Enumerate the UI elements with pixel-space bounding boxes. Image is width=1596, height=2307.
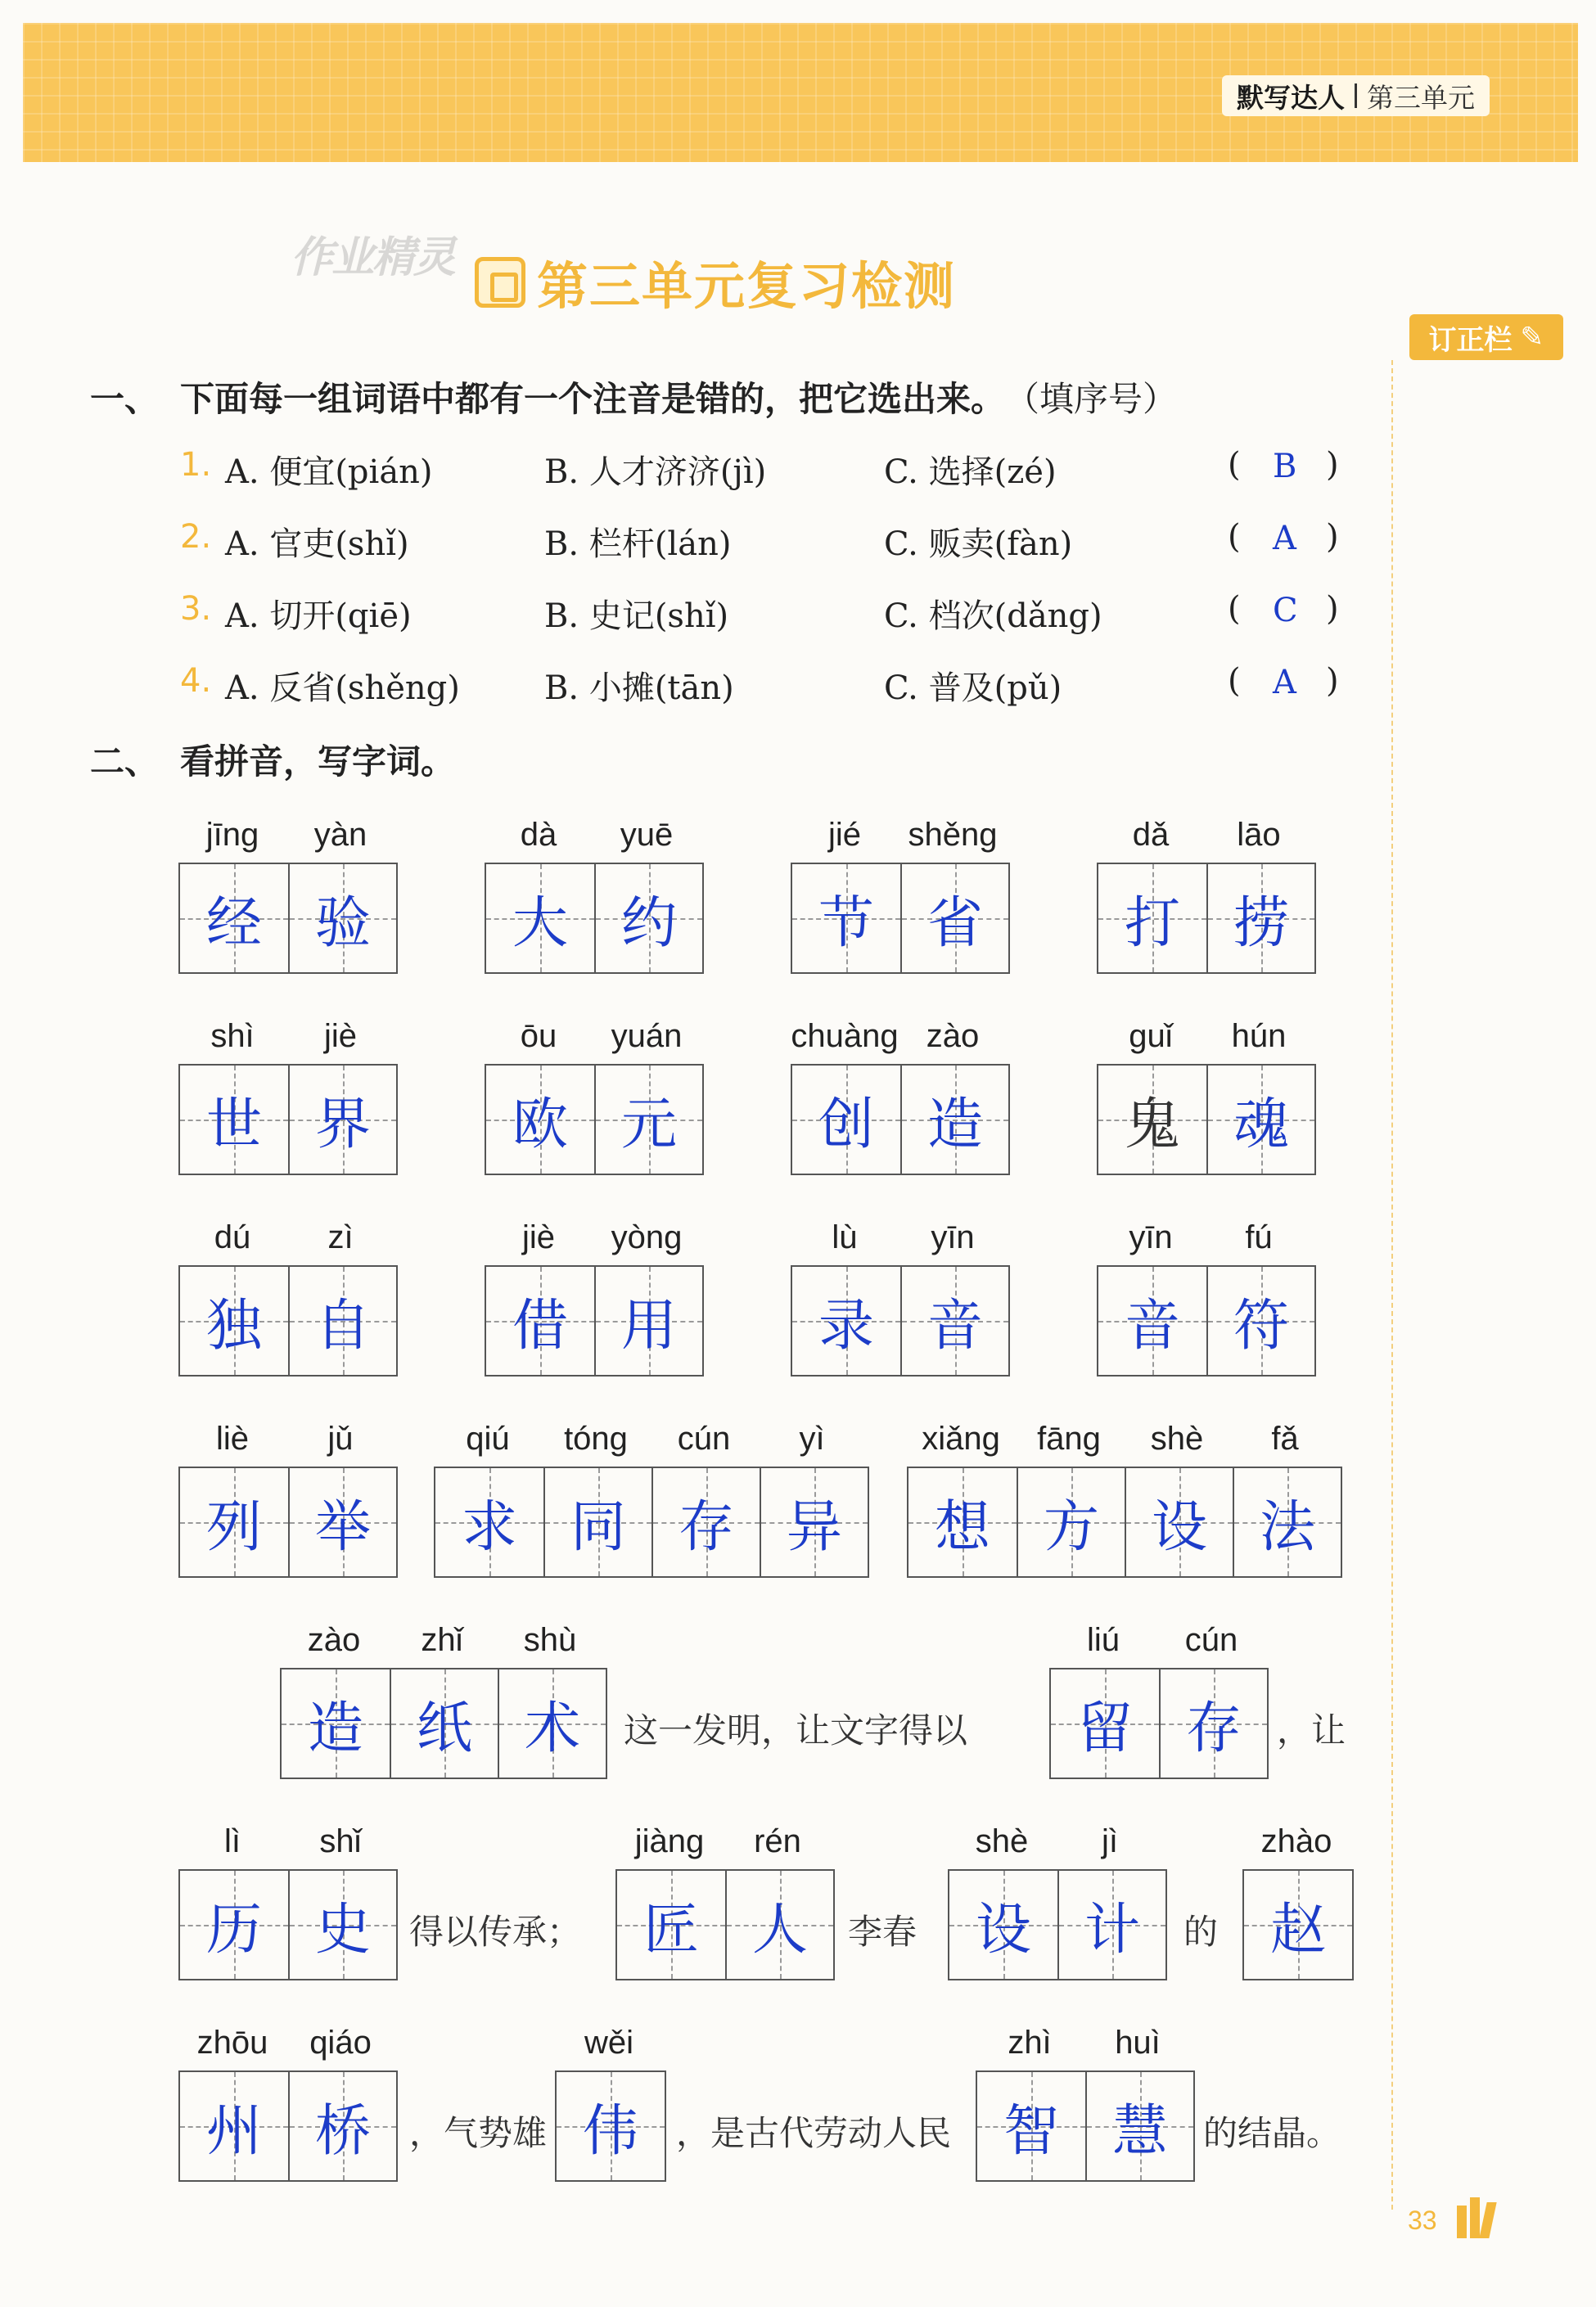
pinyin: shè <box>1150 1421 1204 1457</box>
question-number: 2. <box>180 518 212 556</box>
writing-cell[interactable] <box>908 1468 1017 1576</box>
pinyin: cún <box>1184 1622 1238 1658</box>
pinyin-row <box>178 1219 398 1265</box>
writing-cell[interactable] <box>180 1066 288 1174</box>
handwritten-character: 约 <box>620 890 677 956</box>
handwritten-character: 州 <box>205 2098 262 2164</box>
question-number: 1. <box>180 446 212 484</box>
writing-cell[interactable] <box>288 864 396 972</box>
word-grid <box>178 1219 398 1377</box>
writing-boxes <box>178 2070 398 2182</box>
writing-cell[interactable] <box>1159 1669 1267 1778</box>
book-title: 默写达人 <box>1237 81 1345 114</box>
word-grid <box>178 1823 398 1980</box>
writing-boxes <box>178 1064 398 1175</box>
pinyin: zhǐ <box>421 1622 463 1658</box>
answer: A <box>1273 664 1296 701</box>
pinyin-row <box>1097 1018 1316 1064</box>
sentence-text: 这一发明，让文字得以 <box>624 1710 968 1751</box>
correction-tab-label: 订正栏 <box>1428 323 1513 357</box>
pinyin: hún <box>1231 1018 1287 1054</box>
option-a: A. 切开(qiē) <box>225 597 412 635</box>
word-grid <box>434 1421 869 1578</box>
pinyin: huì <box>1115 2025 1161 2061</box>
writing-boxes <box>485 863 704 974</box>
pinyin: yīn <box>1129 1219 1173 1255</box>
handwritten-character: 术 <box>524 1696 580 1761</box>
writing-cell[interactable] <box>180 1468 288 1576</box>
writing-boxes <box>791 1265 1010 1377</box>
answer-paren-left: ( <box>1228 446 1241 484</box>
pinyin: tóng <box>564 1421 628 1457</box>
writing-cell[interactable] <box>1098 864 1206 972</box>
writing-boxes <box>178 1265 398 1377</box>
word-grid <box>178 1421 398 1578</box>
handwritten-character: 存 <box>1185 1696 1242 1761</box>
writing-boxes <box>1097 1265 1316 1377</box>
pinyin: ōu <box>520 1018 557 1054</box>
pinyin: dǎ <box>1132 817 1170 853</box>
word-grid <box>485 817 704 974</box>
handwritten-character: 计 <box>1084 1897 1140 1962</box>
handwritten-character: 大 <box>512 890 568 956</box>
pinyin: zì <box>327 1219 354 1255</box>
handwritten-character: 纸 <box>416 1696 472 1761</box>
word-grid <box>791 817 1010 974</box>
writing-cell[interactable] <box>594 1267 702 1375</box>
handwritten-character: 设 <box>975 1897 1031 1962</box>
pinyin-row <box>1242 1823 1354 1869</box>
writing-boxes <box>615 1869 835 1980</box>
title <box>475 246 956 318</box>
writing-boxes <box>555 2070 666 2182</box>
writing-cell[interactable] <box>1206 1066 1314 1174</box>
pinyin: zào <box>307 1622 361 1658</box>
pinyin-row <box>615 1823 835 1869</box>
option-b: B. 史记(shǐ) <box>544 597 729 635</box>
option-c: C. 普及(pǔ) <box>884 669 1062 707</box>
option-a: A. 便宜(pián) <box>225 453 433 491</box>
pinyin: shěng <box>908 817 998 853</box>
pinyin-row <box>178 817 398 863</box>
writing-cell[interactable] <box>390 1669 498 1778</box>
handwritten-character: 求 <box>461 1494 517 1560</box>
handwritten-character: 魂 <box>1233 1092 1289 1157</box>
writing-cell[interactable] <box>900 864 1008 972</box>
pinyin: cún <box>677 1421 731 1457</box>
writing-boxes <box>178 1467 398 1578</box>
writing-boxes <box>178 1869 398 1980</box>
section-1-instruction: 下面每一组词语中都有一个注音是错的，把它选出来。 <box>180 379 1006 419</box>
pinyin: qiáo <box>309 2025 372 2061</box>
handwritten-character: 历 <box>205 1897 262 1962</box>
pinyin: jì <box>1102 1823 1118 1859</box>
handwritten-character: 打 <box>1124 890 1180 956</box>
handwritten-character: 独 <box>205 1293 262 1359</box>
writing-boxes <box>1242 1869 1354 1980</box>
pinyin-row <box>485 1018 704 1064</box>
unit-label: 第三单元 <box>1367 81 1475 114</box>
answer-paren-right: ) <box>1326 662 1339 700</box>
writing-cell[interactable] <box>288 1267 396 1375</box>
writing-cell[interactable] <box>792 1066 900 1174</box>
word-grid <box>1049 1622 1269 1779</box>
writing-cell[interactable] <box>594 1066 702 1174</box>
pinyin-row <box>1097 817 1316 863</box>
handwritten-character: 世 <box>205 1092 262 1157</box>
writing-cell[interactable] <box>1098 1267 1206 1375</box>
answer: C <box>1273 592 1298 629</box>
handwritten-character: 赵 <box>1269 1897 1326 1962</box>
pinyin: jié <box>827 817 862 853</box>
answer-paren-left: ( <box>1228 662 1241 700</box>
notebook-icon <box>475 257 525 308</box>
writing-boxes <box>434 1467 869 1578</box>
pinyin: yīn <box>931 1219 975 1255</box>
pinyin-row <box>948 1823 1167 1869</box>
writing-cell[interactable] <box>792 1267 900 1375</box>
pinyin: zhào <box>1260 1823 1332 1859</box>
word-grid <box>1242 1823 1354 1980</box>
handwritten-character: 欧 <box>512 1092 568 1157</box>
question-number: 4. <box>180 662 212 700</box>
pinyin: jiè <box>521 1219 556 1255</box>
pinyin-row <box>178 1018 398 1064</box>
pinyin-row <box>485 1219 704 1265</box>
handwritten-character: 鬼 <box>1124 1092 1180 1157</box>
writing-cell[interactable] <box>288 1468 396 1576</box>
handwritten-character: 创 <box>818 1092 874 1157</box>
handwritten-character: 造 <box>307 1696 363 1761</box>
writing-cell[interactable] <box>949 1871 1057 1979</box>
pinyin: shè <box>975 1823 1029 1859</box>
handwritten-character: 智 <box>1003 2098 1059 2164</box>
writing-boxes <box>485 1064 704 1175</box>
handwritten-character: 借 <box>512 1293 568 1359</box>
page-number: 33 <box>1408 2206 1437 2235</box>
header-separator <box>1355 83 1357 108</box>
pinyin-row <box>1049 1622 1269 1668</box>
option-b: B. 栏杆(lán) <box>544 525 732 563</box>
writing-cell[interactable] <box>180 1871 288 1979</box>
writing-boxes <box>948 1869 1167 1980</box>
section-1-number: 一、 <box>90 379 160 419</box>
answer: A <box>1273 520 1296 557</box>
option-a: A. 官吏(shǐ) <box>225 525 409 563</box>
handwritten-character: 留 <box>1076 1696 1133 1761</box>
pinyin-row <box>907 1421 1342 1467</box>
pinyin: liè <box>215 1421 250 1457</box>
answer-paren-left: ( <box>1228 518 1241 556</box>
handwritten-character: 设 <box>1151 1494 1207 1560</box>
writing-cell[interactable] <box>557 2072 665 2180</box>
pinyin: chuàng <box>791 1018 899 1054</box>
handwritten-character: 界 <box>314 1092 371 1157</box>
pinyin: yàn <box>313 817 367 853</box>
handwritten-character: 桥 <box>314 2098 371 2164</box>
writing-cell[interactable] <box>288 2072 396 2180</box>
handwritten-character: 伟 <box>582 2098 638 2164</box>
option-c: C. 贩卖(fàn) <box>884 525 1073 563</box>
word-grid <box>791 1219 1010 1377</box>
sentence-text: 李春 <box>848 1912 917 1952</box>
correction-divider <box>1391 360 1393 2210</box>
handwritten-character: 自 <box>314 1293 371 1359</box>
sentence-text: 的结晶。 <box>1203 2113 1341 2153</box>
handwritten-character: 符 <box>1233 1293 1289 1359</box>
pencil-icon: ✎ <box>1520 321 1544 354</box>
writing-cell[interactable] <box>180 2072 288 2180</box>
handwritten-character: 方 <box>1043 1494 1099 1560</box>
writing-boxes <box>976 2070 1195 2182</box>
books-icon <box>1457 2197 1493 2238</box>
writing-cell[interactable] <box>498 1669 606 1778</box>
word-grid <box>485 1018 704 1175</box>
pinyin: yì <box>799 1421 825 1457</box>
word-grid <box>280 1622 607 1779</box>
handwritten-character: 录 <box>818 1293 874 1359</box>
pinyin: dà <box>520 817 557 853</box>
word-grid <box>948 1823 1167 1980</box>
handwritten-character: 列 <box>205 1494 262 1560</box>
pinyin-row <box>178 2025 398 2070</box>
handwritten-character: 匠 <box>642 1897 699 1962</box>
pinyin: zào <box>926 1018 980 1054</box>
option-b: B. 小摊(tān) <box>544 669 734 707</box>
handwritten-character: 史 <box>314 1897 371 1962</box>
writing-boxes <box>791 863 1010 974</box>
writing-cell[interactable] <box>486 864 594 972</box>
handwritten-character: 用 <box>620 1293 677 1359</box>
pinyin: jiàng <box>634 1823 705 1859</box>
writing-cell[interactable] <box>1206 1267 1314 1375</box>
section-1-note: （填序号） <box>1005 379 1178 419</box>
writing-cell[interactable] <box>1125 1468 1233 1576</box>
handwritten-character: 节 <box>818 890 874 956</box>
writing-cell[interactable] <box>760 1468 868 1576</box>
pinyin: fāng <box>1037 1421 1101 1457</box>
writing-cell[interactable] <box>900 1267 1008 1375</box>
word-grid <box>1097 817 1316 974</box>
handwritten-character: 举 <box>314 1494 371 1560</box>
writing-boxes <box>1097 863 1316 974</box>
writing-cell[interactable] <box>486 1267 594 1375</box>
option-a: A. 反省(shěng) <box>225 669 460 707</box>
writing-boxes <box>791 1064 1010 1175</box>
writing-cell[interactable] <box>180 1267 288 1375</box>
writing-cell[interactable] <box>725 1871 833 1979</box>
pinyin: lāo <box>1237 817 1281 853</box>
handwritten-character: 音 <box>926 1293 983 1359</box>
pinyin: fú <box>1245 1219 1273 1255</box>
handwritten-character: 慧 <box>1111 2098 1168 2164</box>
writing-cell[interactable] <box>288 1871 396 1979</box>
pinyin-row <box>791 1018 1010 1064</box>
pinyin: fǎ <box>1271 1421 1299 1457</box>
pinyin: yuán <box>611 1018 683 1054</box>
word-grid <box>178 2025 398 2182</box>
handwritten-character: 同 <box>570 1494 626 1560</box>
pinyin: shì <box>210 1018 255 1054</box>
pinyin: lì <box>224 1823 241 1859</box>
word-grid <box>615 1823 835 1980</box>
writing-boxes <box>1049 1668 1269 1779</box>
writing-cell[interactable] <box>180 864 288 972</box>
writing-cell[interactable] <box>594 864 702 972</box>
handwritten-character: 异 <box>786 1494 842 1560</box>
handwritten-character: 造 <box>926 1092 983 1157</box>
writing-cell[interactable] <box>1098 1066 1206 1174</box>
writing-cell[interactable] <box>1233 1468 1341 1576</box>
sentence-text: 得以传承； <box>409 1912 582 1952</box>
word-grid <box>178 1018 398 1175</box>
writing-cell[interactable] <box>288 1066 396 1174</box>
sentence-text: ，让 <box>1277 1710 1346 1751</box>
pinyin: yòng <box>611 1219 683 1255</box>
writing-cell[interactable] <box>543 1468 651 1576</box>
pinyin: shù <box>523 1622 577 1658</box>
option-c: C. 选择(zé) <box>884 453 1057 491</box>
option-c: C. 档次(dǎng) <box>884 597 1102 635</box>
word-grid <box>485 1219 704 1377</box>
handwritten-character: 法 <box>1259 1494 1315 1560</box>
writing-boxes <box>485 1265 704 1377</box>
section-2-heading <box>90 735 455 784</box>
pinyin: guǐ <box>1129 1018 1173 1054</box>
word-grid <box>1097 1018 1316 1175</box>
writing-cell[interactable] <box>1017 1468 1125 1576</box>
answer-paren-right: ) <box>1326 518 1339 556</box>
pinyin-row <box>555 2025 666 2070</box>
correction-column-tab <box>1409 314 1564 360</box>
handwritten-character: 存 <box>678 1494 734 1560</box>
sentence-text: ，气势雄 <box>409 2113 548 2153</box>
word-grid <box>178 817 398 974</box>
handwritten-character: 元 <box>620 1092 677 1157</box>
writing-cell[interactable] <box>1206 864 1314 972</box>
writing-cell[interactable] <box>651 1468 760 1576</box>
pinyin: zhōu <box>196 2025 268 2061</box>
page-title: 第三单元复习检测 <box>537 256 957 316</box>
pinyin: liú <box>1086 1622 1120 1658</box>
pinyin: dú <box>214 1219 251 1255</box>
pinyin: xiǎng <box>922 1421 1000 1457</box>
pinyin-row <box>485 817 704 863</box>
pinyin-row <box>791 1219 1010 1265</box>
answer-paren-right: ) <box>1326 590 1339 628</box>
word-grid <box>907 1421 1342 1578</box>
writing-cell[interactable] <box>435 1468 543 1576</box>
pinyin: yuē <box>620 817 674 853</box>
word-grid <box>976 2025 1195 2182</box>
pinyin: shǐ <box>319 1823 362 1859</box>
handwritten-character: 捞 <box>1233 890 1289 956</box>
sentence-text: 的 <box>1183 1912 1219 1952</box>
handwritten-character: 验 <box>314 890 371 956</box>
pinyin: zhì <box>1008 2025 1052 2061</box>
writing-cell[interactable] <box>617 1871 725 1979</box>
writing-cell[interactable] <box>486 1066 594 1174</box>
writing-boxes <box>907 1467 1342 1578</box>
header-tag <box>1222 75 1490 116</box>
writing-boxes <box>1097 1064 1316 1175</box>
pinyin: jīng <box>205 817 259 853</box>
pinyin-row <box>976 2025 1195 2070</box>
writing-cell[interactable] <box>1057 1871 1165 1979</box>
pinyin-row <box>434 1421 869 1467</box>
section-1-heading <box>90 372 1177 421</box>
writing-cell[interactable] <box>1244 1871 1352 1979</box>
pinyin-row <box>1097 1219 1316 1265</box>
handwritten-character: 想 <box>934 1494 990 1560</box>
word-grid <box>1097 1219 1316 1377</box>
pinyin: qiú <box>466 1421 510 1457</box>
pinyin: jǔ <box>327 1421 354 1457</box>
pinyin: lù <box>832 1219 858 1255</box>
handwritten-character: 音 <box>1124 1293 1180 1359</box>
pinyin-row <box>178 1823 398 1869</box>
writing-cell[interactable] <box>977 2072 1085 2180</box>
pinyin-row <box>280 1622 607 1668</box>
writing-boxes <box>280 1668 607 1779</box>
section-2-instruction: 看拼音，写字词。 <box>180 741 456 782</box>
handwritten-character: 人 <box>751 1897 808 1962</box>
handwritten-character: 省 <box>926 890 983 956</box>
answer: B <box>1273 448 1297 485</box>
pinyin: rén <box>754 1823 801 1859</box>
writing-boxes <box>178 863 398 974</box>
writing-cell[interactable] <box>1051 1669 1159 1778</box>
writing-cell[interactable] <box>792 864 900 972</box>
pinyin: jiè <box>323 1018 358 1054</box>
word-grid <box>555 2025 666 2182</box>
question-number: 3. <box>180 590 212 628</box>
answer-paren-right: ) <box>1326 446 1339 484</box>
pinyin: wěi <box>584 2025 634 2061</box>
writing-cell[interactable] <box>282 1669 390 1778</box>
writing-cell[interactable] <box>1085 2072 1193 2180</box>
pinyin-row <box>791 817 1010 863</box>
section-2-number: 二、 <box>90 741 160 782</box>
pinyin-row <box>178 1421 398 1467</box>
answer-paren-left: ( <box>1228 590 1241 628</box>
option-b: B. 人才济济(jì) <box>544 453 767 491</box>
sentence-text: ，是古代劳动人民 <box>676 2113 952 2153</box>
handwritten-character: 经 <box>205 890 262 956</box>
writing-cell[interactable] <box>900 1066 1008 1174</box>
watermark: 作业精灵 <box>291 233 455 282</box>
word-grid <box>791 1018 1010 1175</box>
